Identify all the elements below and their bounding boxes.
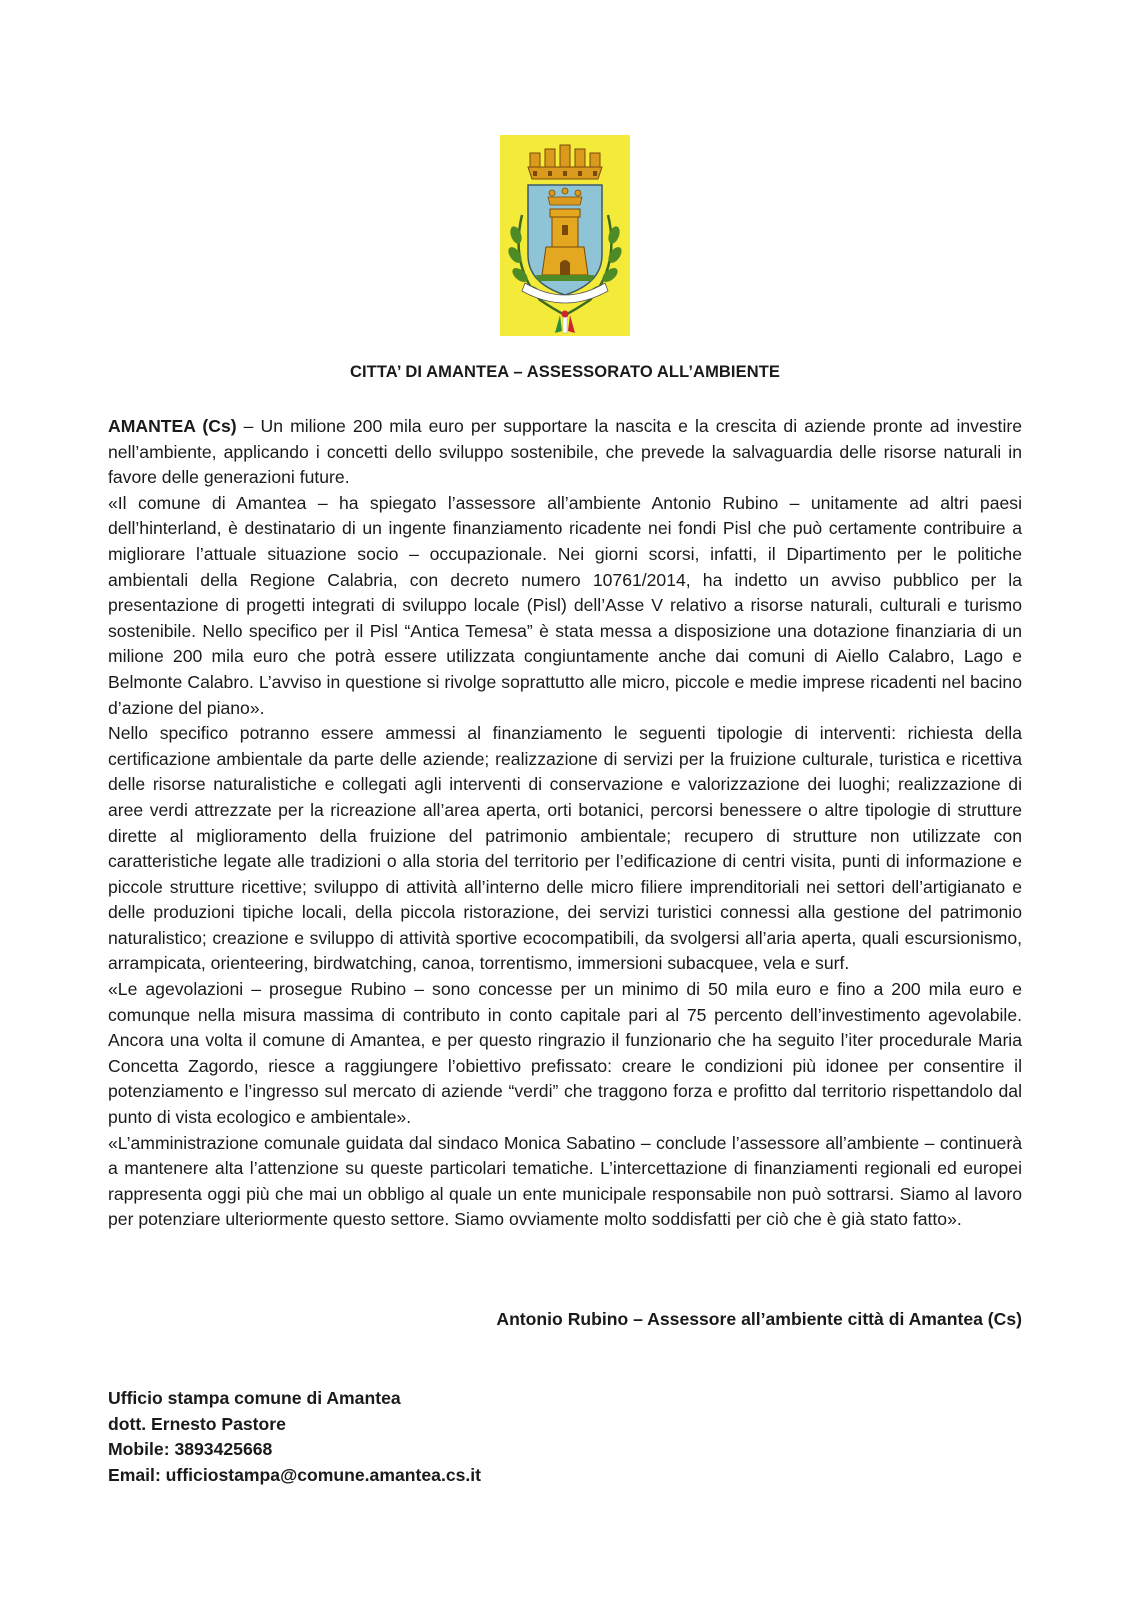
paragraph: «L’amministrazione comunale guidata dal sindaco Monica Sabatino – conclude l’assessore all’ambiente – continuerà a mantenere alta l’attenzione su queste particolari tematiche. L’intercettazione di finanziamenti regionali ed europei rappresenta oggi più che mai un obbligo al quale un ente municipale responsabile non può sottrarsi. Siamo al lavoro per potenziare ulteriormente questo settore. Siamo ovviamente molto soddisfatti per ciò che è già stato fatto». [108,1132,1022,1230]
municipal-crest-icon [500,135,630,336]
press-contacts [108,1386,481,1488]
press-contact-name: dott. Ernesto Pastore [108,1413,286,1434]
paragraph: «Il comune di Amantea – ha spiegato l’assessore all’ambiente Antonio Rubino – unitamente ad altri paesi dell’hinterland, è destinatario di un ingente finanziamento ricadente nei fondi Pisl che può certamente contribuire a migliorare l’attuale situazione socio – occupazionale. Nei giorni scorsi, infatti, il Dipartimento per le politiche ambientali della Regione Calabria, con decreto numero 10761/2014, ha indetto un avviso pubblico per la presentazione di progetti integrati di sviluppo locale (Pisl) dell’Asse V relativo a risorse naturali, culturali e turismo sostenibile. Nello specifico per il Pisl “Antica Temesa” è stata messa a disposizione una dotazione finanziaria di un milione 200 mila euro che potrà essere utilizzata congiuntamente anche dai comuni di Aiello Calabro, Lago e Belmonte Calabro. L’avviso in questione si rivolge soprattutto alle micro, piccole e medie imprese ricadenti nel bacino d’azione del piano». [108,492,1022,718]
article-body [108,414,1022,1233]
email-address: Email: ufficiostampa@comune.amantea.cs.it [108,1464,482,1485]
page-title: CITTA’ DI AMANTEA – ASSESSORATO ALL’AMBIENTE [349,363,781,381]
press-office: Ufficio stampa comune di Amantea [108,1388,401,1408]
mobile-number: Mobile: 3893425668 [108,1439,273,1460]
lead-text: – Un milione 200 mila euro per supportare la nascita e la crescita di aziende pronte ad investire nell’ambiente, applicando i concetti dello sviluppo sostenibile, che prevede la salvaguardia delle risorse naturali in favore delle generazioni future. [108,416,1022,488]
dateline: AMANTEA (Cs) [108,416,237,436]
lead-paragraph [108,414,1022,491]
signature: Antonio Rubino – Assessore all’ambiente città di Amantea (Cs) [496,1309,1022,1329]
paragraph: «Le agevolazioni – prosegue Rubino – sono concesse per un minimo di 50 mila euro e fino a 200 mila euro e comunque nella misura massima di contributo in conto capitale pari al 75 percento dell’investimento agevolabile. Ancora una volta il comune di Amantea, e per questo ringrazio il funzionario che ha seguito l’iter procedurale Maria Concetta Zagordo, riesce a raggiungere l’obiettivo prefissato: creare le condizioni più idonee per consentire il potenziamento e l’ingresso sul mercato di aziende “verdi” che traggono forza e profitto dal territorio rispettandolo dal punto di vista ecologico e ambientale». [108,979,1022,1128]
paragraph: Nello specifico potranno essere ammessi al finanziamento le seguenti tipologie di interventi: richiesta della certificazione ambientale da parte delle aziende; realizzazione di servizi per la fruizione culturale, turistica e ricettiva delle risorse naturalistiche e collegati agli interventi di conservazione e valorizzazione dei luoghi; realizzazione di aree verdi attrezzate per la ricreazione all’area aperta, orti botanici, percorsi benessere o altre tipologie di strutture dirette al miglioramento della fruizione del patrimonio ambientale; recupero di strutture non utilizzate con caratteristiche legate alle tradizioni o alla storia del territorio per l’edificazione di centri visita, punti di informazione e piccole strutture ricettive; sviluppo di attività all’interno delle micro filiere imprenditoriali nei settori dell’artigianato e delle produzioni tipiche locali, della piccola ristorazione, dei servizi turistici connessi alla gestione del patrimonio naturalistico; creazione e sviluppo di attività sportive ecocompatibili, da svolgersi all’aria aperta, quali escursionismo, arrampicata, orienteering, birdwatching, canoa, torrentismo, immersioni subacquee, vela e surf. [108,723,1022,974]
